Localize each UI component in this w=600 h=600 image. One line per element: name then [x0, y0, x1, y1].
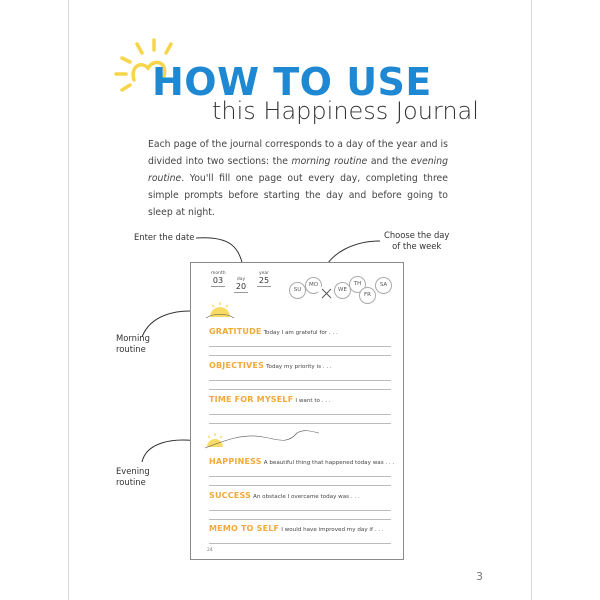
annotation-morning: [116, 333, 150, 355]
page-border-left: [68, 0, 69, 600]
page-title: HOW TO USE: [152, 60, 432, 104]
day-circle-su: SU: [289, 282, 306, 299]
page-subtitle: this Happiness Journal: [212, 97, 479, 125]
day-circle-th: TH: [349, 276, 366, 293]
annotation-choose-day-line2: of the week: [392, 241, 442, 251]
annotation-evening-line2: routine: [116, 477, 146, 487]
day-label: day: [236, 277, 246, 282]
page-border-right: [531, 0, 532, 600]
month-value: 03: [212, 276, 224, 285]
intro-paragraph: [148, 136, 448, 221]
section-memo-to-self: [209, 516, 391, 544]
section-prompt: A beautiful thing that happened today was . . .: [263, 460, 395, 466]
section-prompt: Today my priority is . . .: [266, 364, 332, 370]
journal-page-number: 24: [207, 548, 213, 553]
annotation-evening-line1: Evening: [116, 466, 150, 476]
evening-sun-icon: [203, 427, 323, 449]
writing-line: [209, 476, 391, 477]
selected-cross-icon: [319, 286, 334, 301]
date-month: [211, 271, 225, 287]
annotation-choose-day-line1: Choose the day: [384, 230, 450, 240]
day-value: 20: [235, 282, 247, 291]
intro-text-3: . You'll fill one page out every day, completing three simple prompts before starting the day and before going to sleep at night.: [148, 173, 448, 218]
section-heading: TIME FOR MYSELF: [209, 395, 294, 404]
day-circle-we: WE: [334, 282, 351, 299]
month-label: month: [211, 271, 226, 276]
intro-morning-term: morning routine: [291, 156, 368, 167]
year-label: year: [258, 271, 270, 276]
writing-line: [209, 423, 391, 424]
section-heading: MEMO TO SELF: [209, 524, 280, 533]
day-circle-fr: FR: [359, 287, 376, 304]
annotation-evening: [116, 466, 150, 488]
writing-line: [209, 543, 391, 544]
annotation-enter-date: Enter the date: [134, 232, 195, 242]
year-value: 25: [258, 276, 270, 285]
annotation-morning-line1: Morning: [116, 333, 150, 343]
section-heading: SUCCESS: [209, 491, 252, 500]
section-heading: HAPPINESS: [209, 457, 262, 466]
page-number: 3: [476, 570, 483, 583]
section-prompt: Today I am grateful for . . .: [263, 330, 338, 336]
writing-line: [209, 380, 391, 381]
section-heading: GRATITUDE: [209, 327, 262, 336]
section-prompt: I want to . . .: [295, 398, 331, 404]
section-objectives: [209, 353, 391, 389]
section-heading: OBJECTIVES: [209, 361, 265, 370]
day-circle-sa: SA: [375, 277, 392, 294]
section-time-for-myself: [209, 387, 391, 423]
annotation-choose-day: [384, 230, 449, 252]
section-happiness: [209, 449, 395, 485]
morning-sun-icon: [205, 301, 235, 319]
section-prompt: An obstacle I overcame today was . . .: [253, 494, 360, 500]
annotation-morning-line2: routine: [116, 344, 146, 354]
day-circle-mo: MO: [305, 277, 322, 294]
day-circle-tu-selected: [318, 285, 335, 302]
writing-line: [209, 510, 391, 511]
intro-text-1: Each page of the journal corresponds to a day of the year and is divided into two sections: the: [148, 139, 448, 167]
writing-line: [209, 414, 391, 415]
section-prompt: I would have improved my day if . . .: [281, 527, 384, 533]
date-day: [234, 277, 248, 293]
intro-evening-term: evening routine: [148, 156, 448, 184]
intro-text-2: and the: [367, 156, 411, 167]
section-gratitude: [209, 319, 391, 355]
section-success: [209, 483, 391, 519]
date-year: [257, 271, 271, 287]
journal-page-sample: [190, 262, 404, 560]
writing-line: [209, 346, 391, 347]
